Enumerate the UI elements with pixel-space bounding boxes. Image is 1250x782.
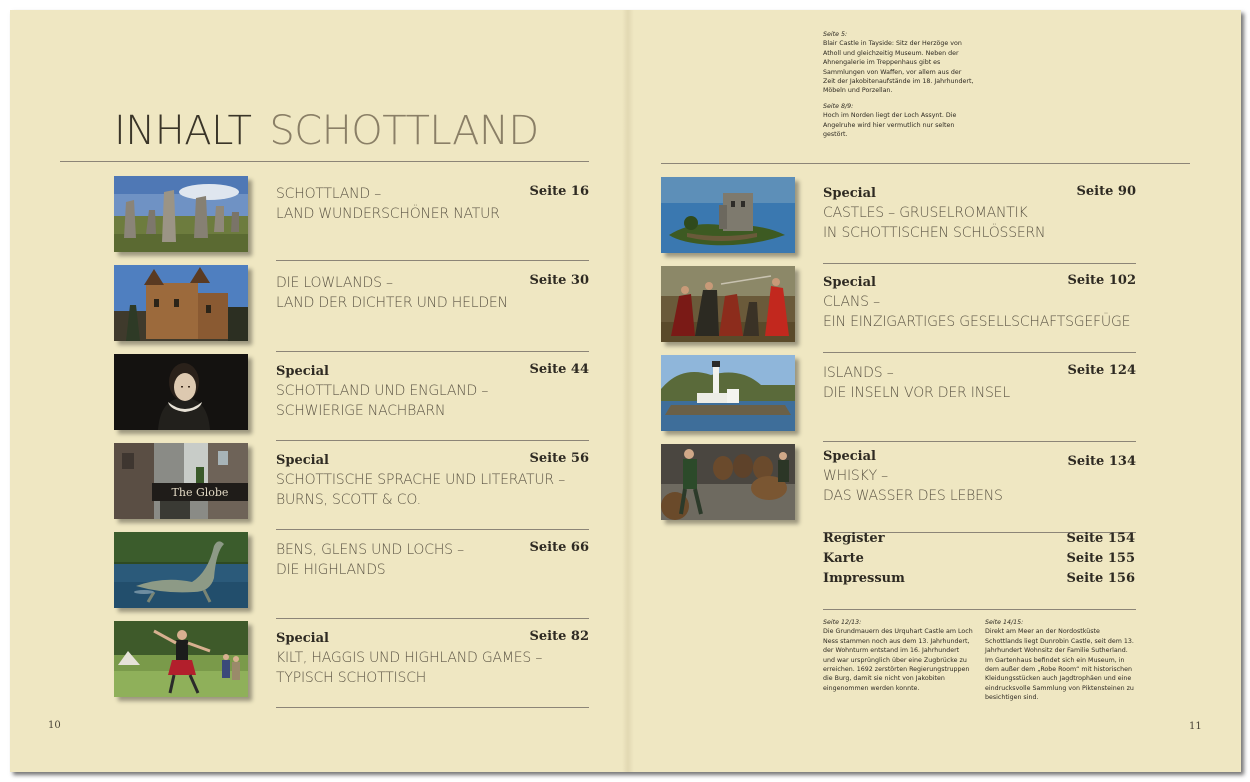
appendix-rule — [823, 609, 1136, 610]
toc-special-label: Special — [823, 449, 876, 464]
whisky-barrels-photo — [661, 444, 795, 520]
entry-rule — [276, 351, 589, 352]
toc-special-label: Special — [276, 453, 329, 468]
impressum-link[interactable]: Impressum Seite 156 — [823, 571, 1135, 586]
toc-entry[interactable] — [114, 354, 589, 439]
title-rule-right — [661, 163, 1190, 164]
toc-page-ref: Seite 16 — [529, 184, 589, 199]
toc-heading-line2: DAS WASSER DES LEBENS — [823, 488, 1003, 504]
top-caption — [823, 30, 975, 145]
highland-games-photo — [114, 621, 248, 697]
pub-street-photo — [114, 443, 248, 519]
toc-heading-line1: CLANS – — [823, 294, 880, 310]
toc-entry[interactable] — [114, 621, 589, 706]
toc-heading-line1: SCHOTTISCHE SPRACHE UND LITERATUR – — [276, 472, 566, 488]
entry-rule — [823, 441, 1136, 442]
toc-entry-text — [276, 540, 589, 590]
book-gutter — [622, 10, 634, 772]
caption-seite-14-15: Seite 14/15: Direkt am Meer an der Nordostküste Schottlands liegt Dunrobin Castle, seit dem 13. Jahrhundert Wohnsitz der Familie Sutherland. Im Gartenhaus befindet sich ein Museum, in dem außer dem „Robe Room“ mit historischen Kleidungsstücken auch Jagdtrophäen und eine eindrucksvolle Sammlung von Piktensteinen zu besichtigen sind. — [985, 619, 1134, 702]
toc-entry-text — [276, 184, 589, 234]
toc-page-ref: Seite 102 — [1067, 273, 1136, 288]
toc-page-ref: Seite 82 — [529, 629, 589, 644]
toc-entry-text — [276, 629, 589, 699]
toc-special-label: Special — [823, 186, 876, 201]
toc-heading-line2: SCHWIERIGE NACHBARN — [276, 403, 446, 419]
entry-rule — [823, 352, 1136, 353]
toc-heading-line2: EIN EINZIGARTIGES GESELLSCHAFTSGEFÜGE — [823, 314, 1131, 330]
toc-special-label: Special — [823, 275, 876, 290]
toc-entry[interactable] — [661, 355, 1136, 440]
toc-heading-line2: DIE HIGHLANDS — [276, 562, 386, 578]
caption-seite-5: Seite 5: Blair Castle in Tayside: Sitz der Herzöge von Atholl und gleichzeitig Museum. Neben der Ahnengalerie im Treppenhaus gibt es Sammlungen von Waffen, vor allem aus der Zeit der Jakobitenaufstände im 18. Jahrhundert, Möbeln und Porzellan. — [823, 31, 974, 95]
toc-heading-line2: TYPISCH SCHOTTISCH — [276, 670, 427, 686]
toc-entry-text — [823, 363, 1136, 413]
toc-entry[interactable] — [114, 265, 589, 350]
toc-entry[interactable] — [661, 177, 1136, 262]
toc-page-ref: Seite 90 — [1076, 184, 1136, 199]
toc-heading-line1: DIE LOWLANDS – — [276, 275, 393, 291]
toc-special-label: Special — [276, 631, 329, 646]
loch-ness-monster-photo — [114, 532, 248, 608]
toc-heading-line1: BENS, GLENS UND LOCHS – — [276, 542, 464, 558]
entry-rule — [276, 440, 589, 441]
toc-heading-line2: DIE INSELN VOR DER INSEL — [823, 385, 1010, 401]
page-number-left: 10 — [48, 720, 61, 731]
toc-page-ref: Seite 56 — [529, 451, 589, 466]
karte-link[interactable]: Karte Seite 155 — [823, 551, 1135, 566]
toc-page-ref: Seite 134 — [1067, 454, 1136, 469]
toc-entry[interactable] — [661, 266, 1136, 351]
entry-rule — [276, 618, 589, 619]
toc-heading-line1: SCHOTTLAND – — [276, 186, 382, 202]
entry-rule — [823, 263, 1136, 264]
toc-special-label: Special — [276, 364, 329, 379]
toc-heading-line1: CASTLES – GRUSELROMANTIK — [823, 205, 1028, 221]
toc-heading-line2: IN SCHOTTISCHEN SCHLÖSSERN — [823, 225, 1046, 241]
standing-stones-photo — [114, 176, 248, 252]
toc-heading-line1: SCHOTTLAND UND ENGLAND – — [276, 383, 489, 399]
book-spread — [10, 10, 1241, 772]
toc-entry-text — [823, 184, 1136, 254]
toc-heading-line1: WHISKY – — [823, 468, 888, 484]
castle-photo — [114, 265, 248, 341]
toc-heading-line1: ISLANDS – — [823, 365, 894, 381]
toc-page-ref: Seite 66 — [529, 540, 589, 555]
toc-entry-text — [276, 362, 589, 432]
register-link[interactable]: Register Seite 154 — [823, 531, 1135, 546]
toc-entry[interactable] — [114, 532, 589, 617]
toc-entry[interactable] — [114, 443, 589, 528]
entry-rule — [276, 707, 589, 708]
title-rule-left — [60, 161, 589, 162]
toc-page-ref: Seite 30 — [529, 273, 589, 288]
toc-page-ref: Seite 44 — [529, 362, 589, 377]
urquhart-castle-photo — [661, 177, 795, 253]
clan-battle-painting — [661, 266, 795, 342]
appendix-list — [823, 531, 1135, 601]
toc-entry-text — [823, 447, 1136, 517]
page-title — [114, 108, 539, 154]
page-number-right: 11 — [1189, 721, 1202, 732]
toc-entry[interactable] — [661, 444, 1136, 529]
toc-entry[interactable] — [114, 176, 589, 261]
portrait-photo — [114, 354, 248, 430]
entry-rule — [276, 260, 589, 261]
toc-entry-text — [823, 273, 1136, 343]
toc-heading-line2: BURNS, SCOTT & CO. — [276, 492, 421, 508]
caption-seite-12-13: Seite 12/13: Die Grundmauern des Urquhart Castle am Loch Ness stammen noch aus dem 13. Jahrhundert, der Wohnturm entstand im 16. Jahrhundert und war ursprünglich über eine Zugbrücke zu erreichen. 1692 zerstörten Regierungstruppen die Burg, damit sie nicht von Jakobiten eingenommen werden konnte. — [823, 619, 973, 692]
pub-sign-text: The Globe — [171, 486, 229, 499]
toc-entry-text — [276, 451, 589, 521]
toc-entry-text — [276, 273, 589, 323]
title-sub: SCHOTTLAND — [269, 108, 539, 154]
title-main: INHALT — [114, 108, 252, 154]
caption-seite-8-9: Seite 8/9: Hoch im Norden liegt der Loch Assynt. Die Angelruhe wird hier vermutlich nur selten gestört. — [823, 102, 957, 139]
toc-heading-line1: KILT, HAGGIS UND HIGHLAND GAMES – — [276, 650, 543, 666]
entry-rule — [276, 529, 589, 530]
toc-heading-line2: LAND DER DICHTER UND HELDEN — [276, 295, 508, 311]
lighthouse-photo — [661, 355, 795, 431]
toc-heading-line2: LAND WUNDERSCHÖNER NATUR — [276, 206, 500, 222]
toc-page-ref: Seite 124 — [1067, 363, 1136, 378]
